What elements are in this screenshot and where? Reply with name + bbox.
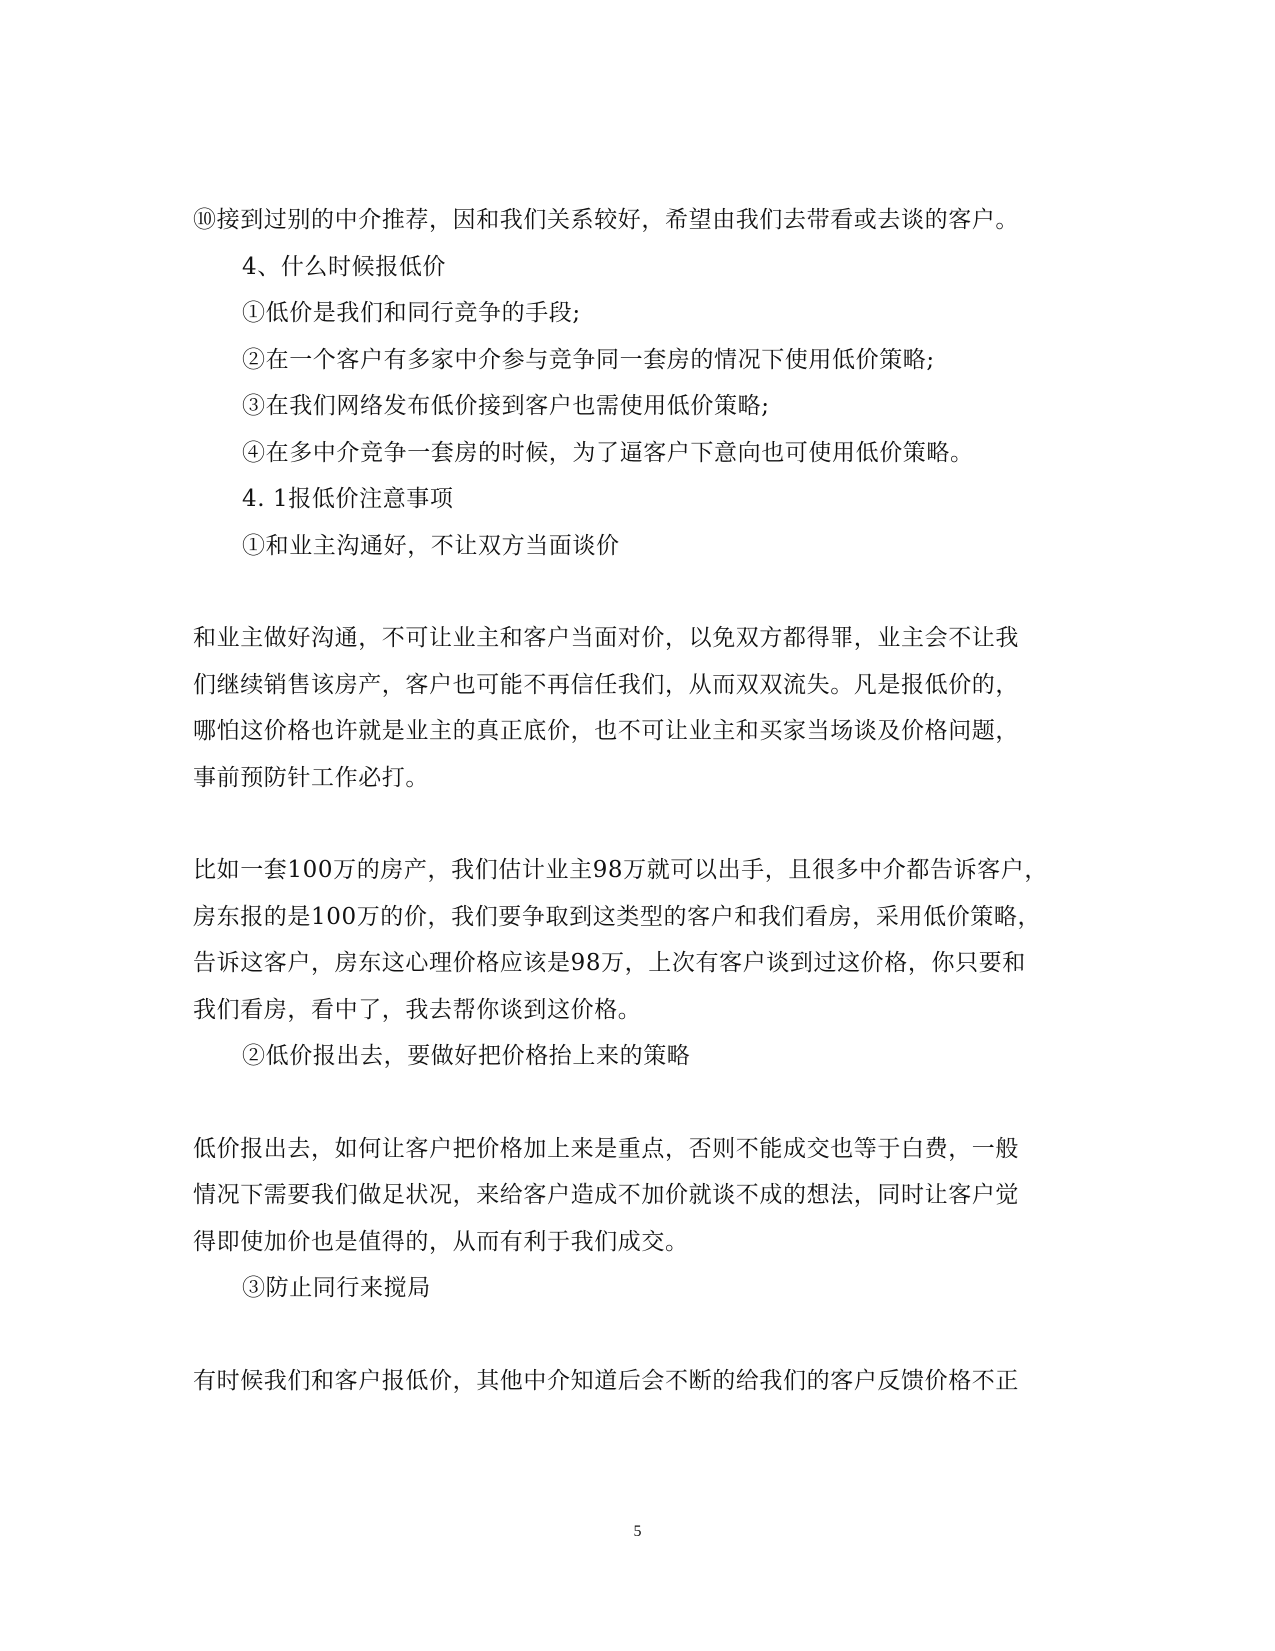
list-item: ②低价报出去，要做好把价格抬上来的策略 bbox=[242, 1043, 691, 1069]
list-item: ③在我们网络发布低价接到客户也需使用低价策略; bbox=[242, 393, 770, 419]
paragraph-line: 低价报出去，如何让客户把价格加上来是重点，否则不能成交也等于白费，一般 bbox=[193, 1136, 1019, 1162]
paragraph-line: 告诉这客户，房东这心理价格应该是98万，上次有客户谈到过这价格，你只要和 bbox=[193, 950, 1026, 976]
paragraph-line: 我们看房，看中了，我去帮你谈到这价格。 bbox=[193, 997, 642, 1023]
list-item: ③防止同行来搅局 bbox=[242, 1275, 431, 1301]
section-heading: 4、什么时候报低价 bbox=[242, 254, 447, 280]
list-item: ①和业主沟通好，不让双方当面谈价 bbox=[242, 533, 620, 559]
paragraph-line: 有时候我们和客户报低价，其他中介知道后会不断的给我们的客户反馈价格不正 bbox=[193, 1368, 1019, 1394]
list-item: ①低价是我们和同行竞争的手段; bbox=[242, 300, 581, 326]
paragraph-line: 哪怕这价格也许就是业主的真正底价，也不可让业主和买家当场谈及价格问题， bbox=[193, 718, 1019, 744]
paragraph-line: 事前预防针工作必打。 bbox=[193, 765, 429, 791]
page-number: 5 bbox=[633, 1523, 642, 1540]
paragraph-line: 和业主做好沟通，不可让业主和客户当面对价，以免双方都得罪，业主会不让我 bbox=[193, 625, 1019, 651]
paragraph-line: 们继续销售该房产，客户也可能不再信任我们，从而双双流失。凡是报低价的， bbox=[193, 672, 1019, 698]
paragraph-line: 比如一套100万的房产，我们估计业主98万就可以出手，且很多中介都告诉客户， bbox=[193, 857, 1048, 883]
list-item: ②在一个客户有多家中介参与竞争同一套房的情况下使用低价策略; bbox=[242, 347, 935, 373]
text-line: ⑩接到过别的中介推荐，因和我们关系较好，希望由我们去带看或去谈的客户。 bbox=[193, 207, 1019, 233]
paragraph-line: 房东报的是100万的价，我们要争取到这类型的客户和我们看房，采用低价策略， bbox=[193, 904, 1042, 930]
section-heading: 4. 1报低价注意事项 bbox=[242, 486, 454, 512]
paragraph-line: 情况下需要我们做足状况，来给客户造成不加价就谈不成的想法，同时让客户觉 bbox=[193, 1182, 1019, 1208]
list-item: ④在多中介竞争一套房的时候，为了逼客户下意向也可使用低价策略。 bbox=[242, 440, 974, 466]
paragraph-line: 得即使加价也是值得的，从而有利于我们成交。 bbox=[193, 1229, 689, 1255]
